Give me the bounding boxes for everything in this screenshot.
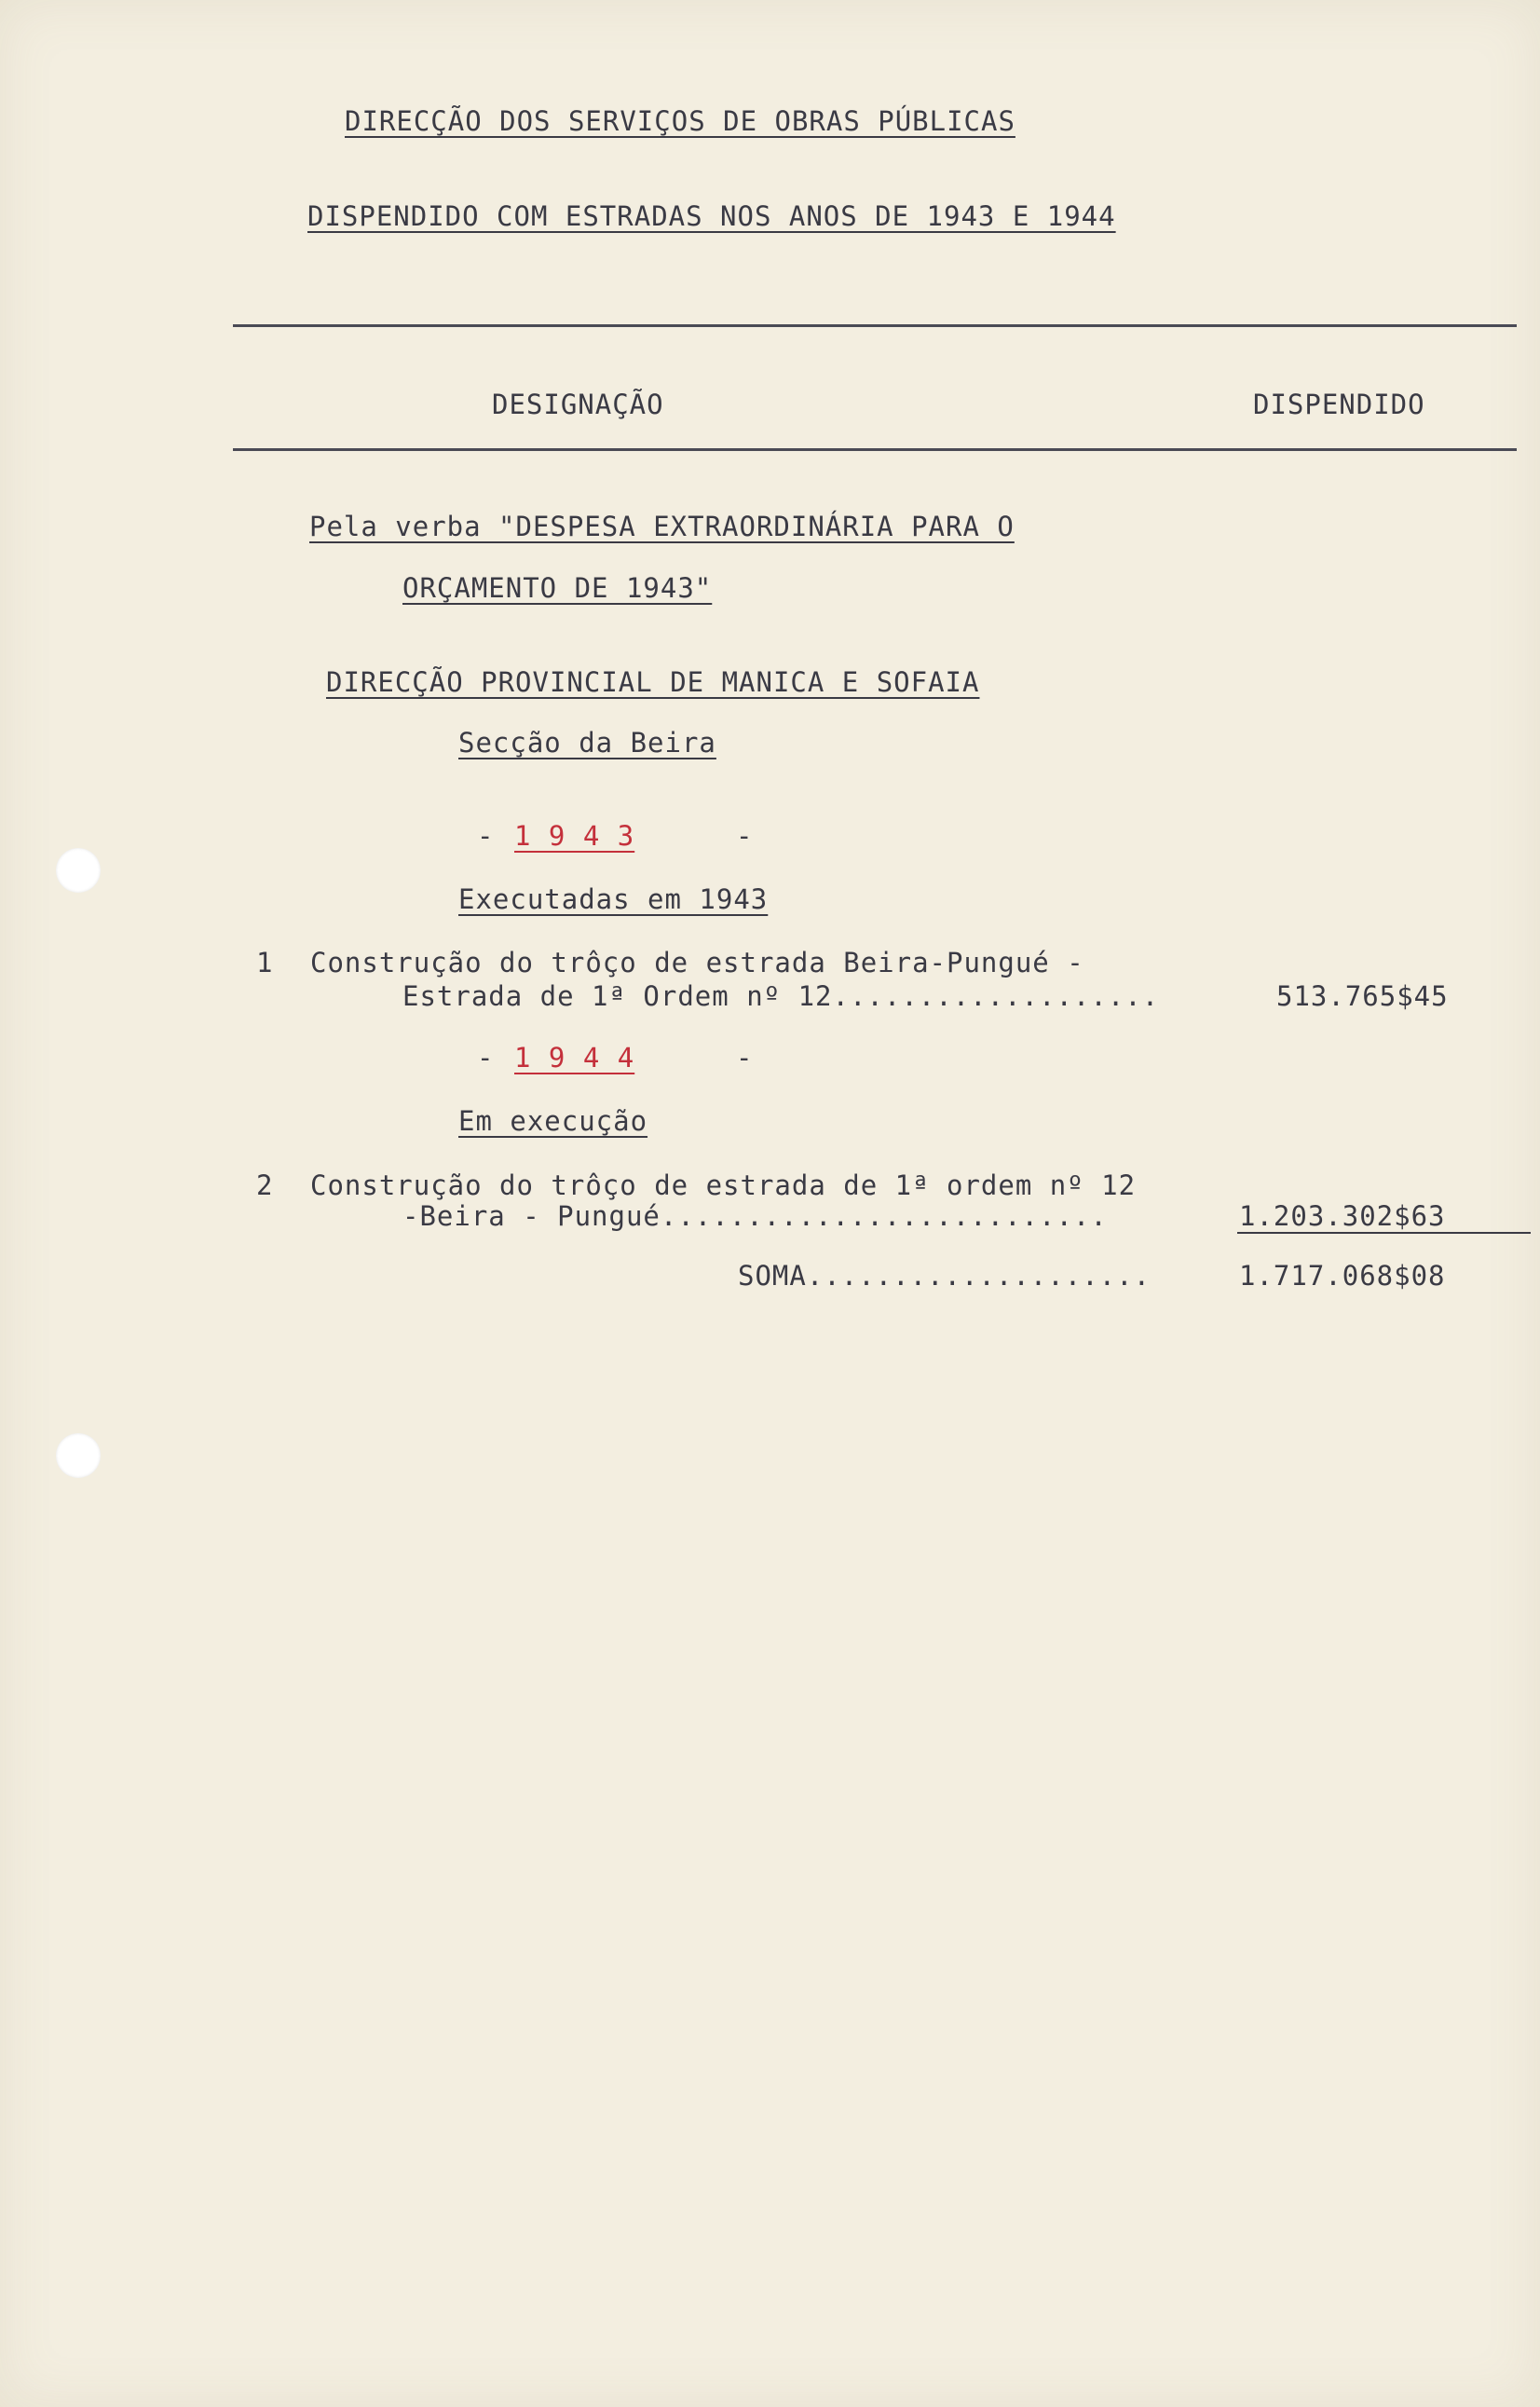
- seccao-heading: Secção da Beira: [458, 727, 716, 759]
- verba-line-2: ORÇAMENTO DE 1943": [402, 572, 713, 604]
- year-1944-dash-right: -: [736, 1042, 754, 1074]
- item-2-number: 2: [256, 1169, 274, 1201]
- sum-rule: [1237, 1232, 1531, 1234]
- header-rule-bottom: [233, 448, 1517, 451]
- document-title: DIRECÇÃO DOS SERVIÇOS DE OBRAS PÚBLICAS: [345, 105, 1015, 137]
- total-label: SOMA....................: [738, 1260, 1152, 1292]
- year-1943-dash-left: -: [477, 820, 495, 852]
- item-2-line-2: -Beira - Pungué..........................: [402, 1200, 1108, 1232]
- year-1943-label: 1 9 4 3: [514, 820, 635, 852]
- column-header-designation: DESIGNAÇÃO: [492, 389, 664, 420]
- status-1943: Executadas em 1943: [458, 883, 769, 915]
- item-2-line-1: Construção do trôço de estrada de 1ª ordem nº 12: [310, 1169, 1137, 1201]
- verba-line-1: Pela verba "DESPESA EXTRAORDINÁRIA PARA O: [309, 511, 1015, 542]
- item-1-line-1: Construção do trôço de estrada Beira-Pungué -: [310, 947, 1084, 978]
- document-subtitle: DISPENDIDO COM ESTRADAS NOS ANOS DE 1943 E 1944: [307, 200, 1116, 232]
- item-1-number: 1: [256, 947, 274, 978]
- year-1943-dash-right: -: [736, 820, 754, 852]
- header-rule-top: [233, 324, 1517, 327]
- punch-hole-top: [56, 848, 101, 893]
- column-header-spent: DISPENDIDO: [1253, 389, 1425, 420]
- status-1944: Em execução: [458, 1105, 648, 1137]
- item-1-amount: 513.765$45: [1276, 980, 1449, 1012]
- year-1944-label: 1 9 4 4: [514, 1042, 635, 1074]
- direction-heading: DIRECÇÃO PROVINCIAL DE MANICA E SOFAIA: [326, 666, 980, 698]
- item-1-line-2: Estrada de 1ª Ordem nº 12...................: [402, 980, 1160, 1012]
- year-1944-dash-left: -: [477, 1042, 495, 1074]
- total-amount: 1.717.068$08: [1239, 1260, 1446, 1292]
- item-2-amount: 1.203.302$63: [1239, 1200, 1446, 1232]
- punch-hole-bottom: [56, 1433, 101, 1478]
